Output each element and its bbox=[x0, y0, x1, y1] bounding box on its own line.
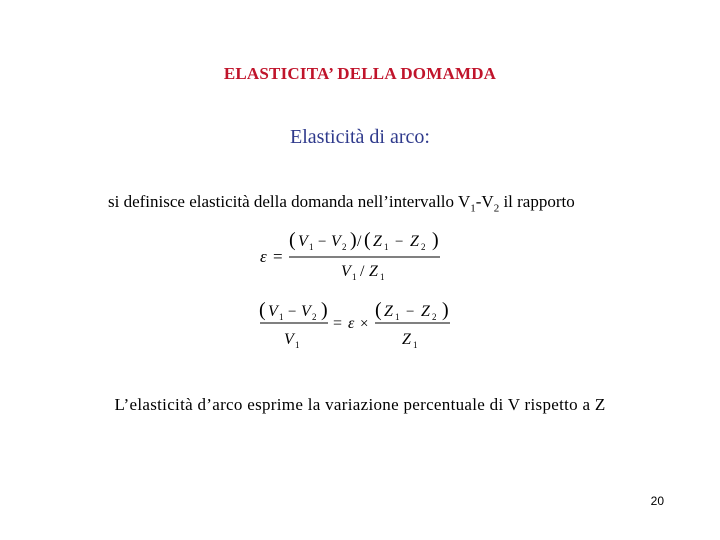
svg-text:/: / bbox=[360, 263, 365, 280]
svg-text:2: 2 bbox=[421, 242, 426, 252]
svg-text:Z: Z bbox=[369, 263, 378, 280]
svg-text:): ) bbox=[350, 229, 357, 251]
svg-text:1: 1 bbox=[395, 312, 400, 322]
definition-sub-2: 2 bbox=[493, 202, 500, 215]
definition-sub-1: 1 bbox=[470, 202, 476, 215]
svg-text:−: − bbox=[318, 234, 327, 250]
definition-prefix: si definisce elasticità della domanda nell’intervallo V bbox=[108, 192, 471, 211]
formula-graphic bbox=[258, 226, 458, 354]
svg-text:1: 1 bbox=[413, 340, 418, 350]
svg-text:(: ( bbox=[289, 229, 296, 251]
svg-text:=: = bbox=[273, 247, 283, 266]
svg-text:1: 1 bbox=[384, 242, 389, 252]
elasticity-formula bbox=[258, 226, 458, 354]
svg-text:V: V bbox=[284, 331, 294, 348]
svg-text:(: ( bbox=[375, 299, 382, 321]
svg-text:Z: Z bbox=[421, 303, 430, 320]
svg-text:V: V bbox=[331, 233, 341, 250]
svg-text:V: V bbox=[341, 263, 351, 280]
svg-text:Z: Z bbox=[373, 233, 382, 250]
svg-text:): ) bbox=[432, 229, 439, 251]
svg-text:(: ( bbox=[259, 299, 266, 321]
page-number: 20 bbox=[650, 494, 664, 508]
svg-text:×: × bbox=[360, 316, 369, 332]
svg-text:2: 2 bbox=[432, 312, 437, 322]
svg-text:/: / bbox=[357, 233, 362, 250]
svg-text:1: 1 bbox=[295, 340, 300, 350]
svg-text:1: 1 bbox=[380, 272, 385, 282]
definition-dash: -V bbox=[475, 192, 494, 211]
svg-text:−: − bbox=[288, 304, 297, 320]
svg-text:(: ( bbox=[364, 229, 371, 251]
definition-text bbox=[108, 192, 575, 214]
slide-subtitle: Elasticità di arco: bbox=[290, 126, 430, 148]
svg-text:V: V bbox=[301, 303, 311, 320]
svg-text:): ) bbox=[321, 299, 328, 321]
svg-text:1: 1 bbox=[279, 312, 284, 322]
svg-text:2: 2 bbox=[342, 242, 347, 252]
conclusion-text: L’elasticità d’arco esprime la variazione percentuale di V rispetto a Z bbox=[114, 395, 606, 414]
equation-1 bbox=[260, 229, 440, 282]
definition-suffix: il rapporto bbox=[499, 192, 575, 211]
svg-text:1: 1 bbox=[352, 272, 357, 282]
svg-text:Z: Z bbox=[402, 331, 411, 348]
svg-text:−: − bbox=[395, 234, 404, 250]
svg-text:Z: Z bbox=[384, 303, 393, 320]
svg-text:=: = bbox=[333, 315, 343, 332]
svg-text:ε: ε bbox=[260, 247, 267, 266]
slide-title: ELASTICITA’ DELLA DOMAMDA bbox=[223, 64, 497, 83]
svg-text:Z: Z bbox=[410, 233, 419, 250]
equation-2 bbox=[259, 299, 450, 350]
svg-text:ε: ε bbox=[348, 315, 355, 332]
svg-text:V: V bbox=[268, 303, 278, 320]
svg-text:−: − bbox=[406, 304, 415, 320]
svg-text:): ) bbox=[442, 299, 449, 321]
svg-text:V: V bbox=[298, 233, 308, 250]
svg-text:2: 2 bbox=[312, 312, 317, 322]
svg-text:1: 1 bbox=[309, 242, 314, 252]
